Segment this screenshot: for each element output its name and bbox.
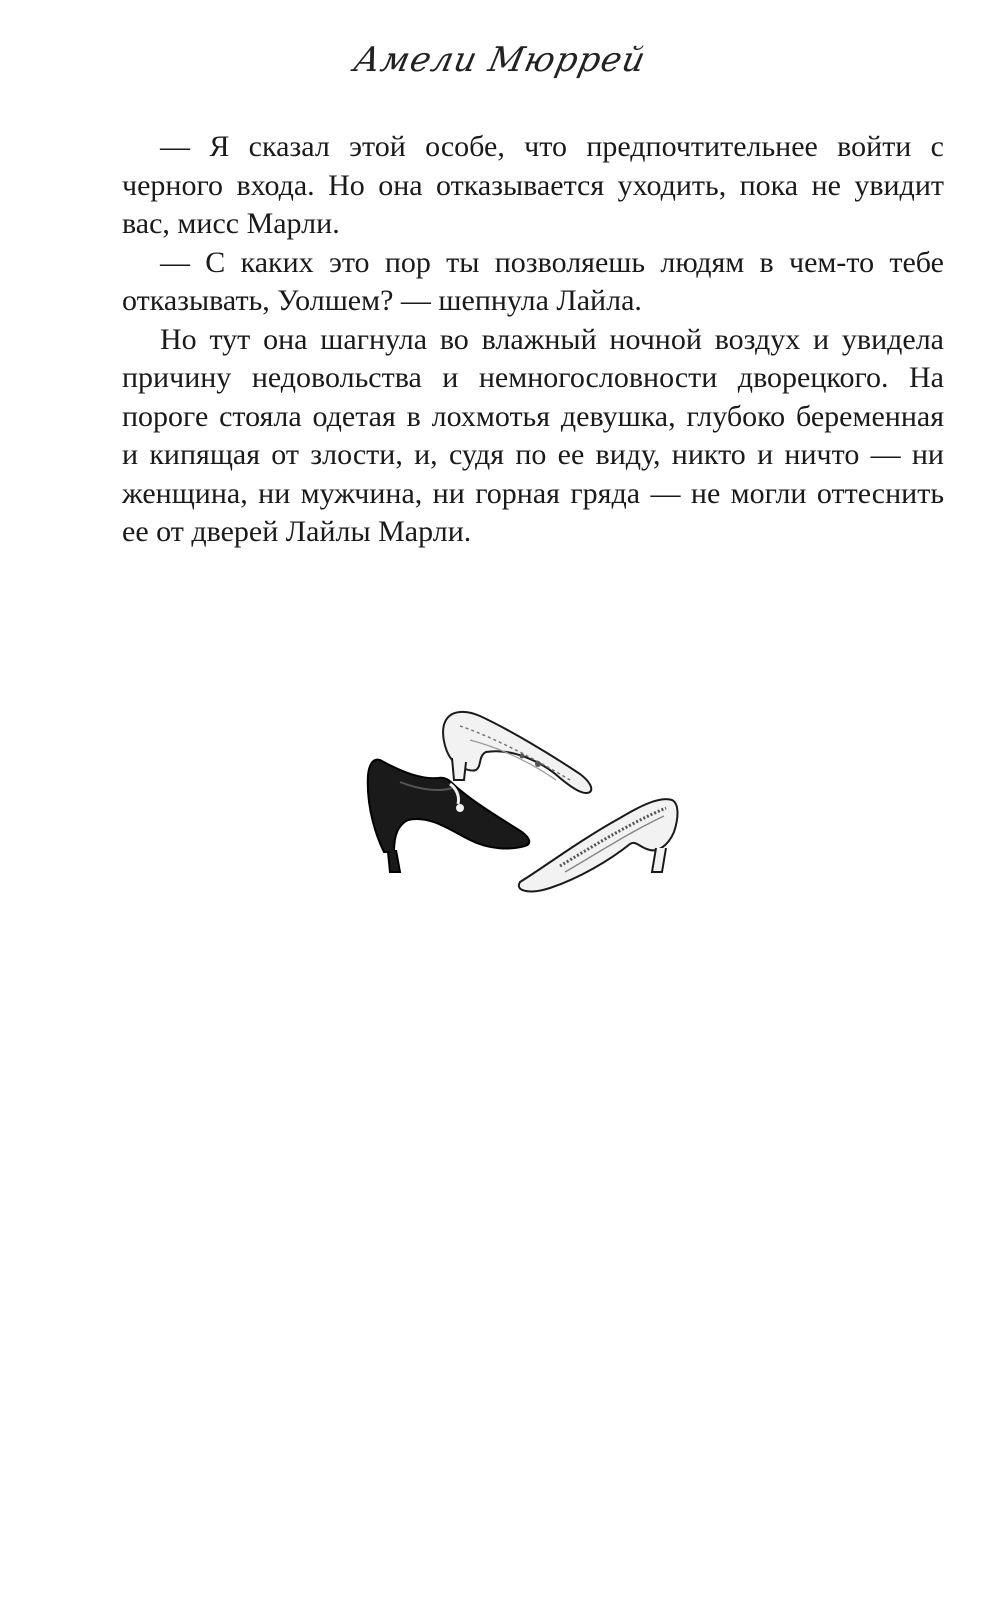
paragraph-3: Но тут она шагнула во влажный ночной воздух и увидела причину недовольства и немногословности дворецкого. На пороге стояла одетая в лохмотья девушка, глубоко беременная и кипящая от злости, и, судя по ее виду, никто и ничто — ни женщина, ни мужчина, ни горная гряда — не могли оттеснить ее от дверей Лайлы Марли. [122,322,944,548]
light-shoe-top-icon [443,712,591,793]
paragraph-2: — С каких это пор ты позволяешь людям в чем-то тебе отказывать, Уолшем? — шепнула Лайла. [122,245,944,317]
dark-shoe-icon [368,760,530,872]
paragraph-1: — Я сказал этой особе, что предпочтительнее войти с черного входа. Но она отказывается уходить, пока не увидит вас, мисс Марли. [122,130,944,240]
running-head: Амели Мюррей [350,40,650,80]
text-block [122,128,944,552]
light-shoe-right-icon [519,799,678,891]
shoes-icon [360,700,690,910]
